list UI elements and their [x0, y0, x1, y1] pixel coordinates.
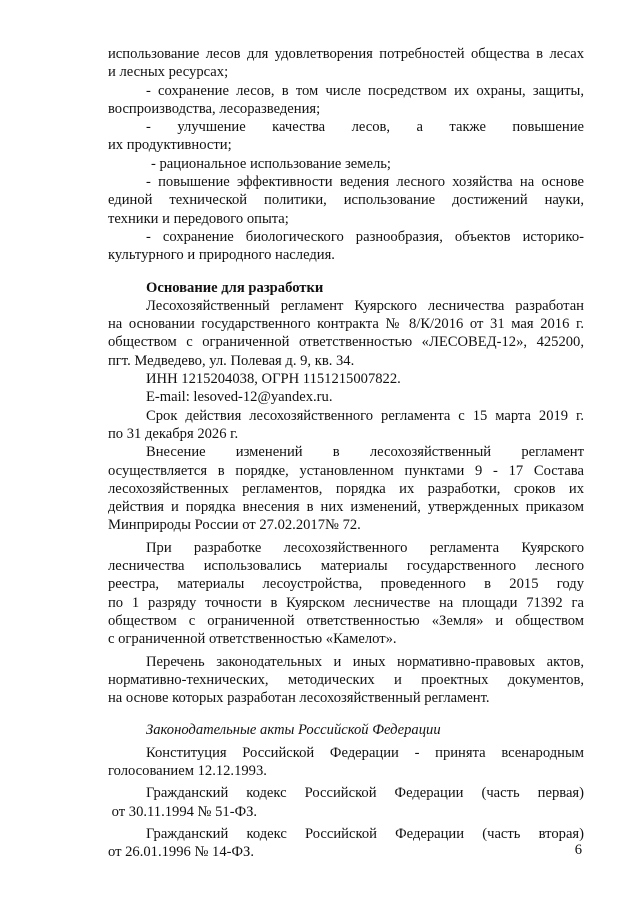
- body-line: от 26.01.1996 № 14-ФЗ.: [108, 844, 254, 861]
- body-line: ИНН 1215204038, ОГРН 1151215007822.: [146, 371, 401, 388]
- body-line: действия и порядка внесения в них изменений, утвержденных приказом: [108, 499, 584, 516]
- body-line: пгт. Медведево, ул. Полевая д. 9, кв. 34.: [108, 352, 355, 369]
- document-page: [108, 45, 584, 861]
- body-line: культурного и природного наследия.: [108, 247, 335, 264]
- body-line: использование лесов для удовлетворения потребностей общества в лесах: [108, 46, 584, 62]
- body-line: воспроизводства, лесоразведения;: [108, 100, 321, 117]
- body-line: осуществляется в порядке, установленном пунктами 9 - 17 Состава: [108, 462, 584, 479]
- body-line: Гражданский кодекс Российской Федерации (часть первая): [146, 785, 584, 802]
- email-line: E-mail: lesoved-12@yandex.ru.: [146, 389, 333, 406]
- body-line: Минприроды России от 27.02.2017№ 72.: [108, 517, 361, 534]
- body-line: При разработке лесохозяйственного регламента Куярского: [146, 539, 584, 556]
- list-item: - рациональное использование земель;: [151, 155, 391, 172]
- body-line: по 31 декабря 2026 г.: [108, 425, 239, 442]
- body-line: голосованием 12.12.1993.: [108, 762, 267, 779]
- page-number: 6: [574, 842, 582, 858]
- list-item: - улучшение качества лесов, а также повышение: [146, 119, 584, 136]
- section-heading: Законодательные акты Российской Федерации: [146, 722, 441, 739]
- section-heading: Основание для разработки: [146, 279, 324, 296]
- body-line: по 1 разряду точности в Куярском лесничестве на площади 71392 га: [108, 594, 584, 611]
- body-line: и лесных ресурсах;: [108, 64, 229, 81]
- list-item: - повышение эффективности ведения лесного хозяйства на основе: [146, 174, 584, 191]
- list-item: - сохранение биологического разнообразия, объектов историко-: [146, 228, 584, 245]
- body-line: Конституция Российской Федерации - принята всенародным: [146, 744, 584, 761]
- body-line: обществом с ограниченной ответственностью «ЛЕСОВЕД-12», 425200,: [108, 334, 584, 351]
- body-line: Перечень законодательных и иных нормативно-правовых актов,: [146, 653, 584, 670]
- body-line: лесохозяйственных регламентов, порядка их разработки, сроков их: [108, 480, 584, 497]
- body-line: Гражданский кодекс Российской Федерации (часть вторая): [146, 825, 584, 842]
- body-line: единой технической политики, использование достижений науки,: [108, 192, 584, 209]
- body-line: нормативно-технических, методических и проектных документов,: [108, 671, 584, 688]
- list-item: - сохранение лесов, в том числе посредством их охраны, защиты,: [146, 82, 584, 99]
- body-line: Внесение изменений в лесохозяйственный регламент: [146, 444, 584, 461]
- body-line: с ограниченной ответственностью «Камелот».: [108, 631, 397, 648]
- body-line: от 30.11.1994 № 51-ФЗ.: [108, 803, 258, 820]
- body-line: на основании государственного контракта № 8/К/2016 от 31 мая 2016 г.: [108, 316, 584, 333]
- body-line: техники и передового опыта;: [108, 210, 289, 227]
- body-line: их продуктивности;: [108, 137, 232, 154]
- body-line: Срок действия лесохозяйственного регламента с 15 марта 2019 г.: [146, 407, 584, 424]
- body-line: лесничества использовались материалы государственного лесного: [108, 558, 584, 575]
- body-line: реестра, материалы лесоустройства, проведенного в 2015 году: [108, 576, 584, 593]
- body-line: на основе которых разработан лесохозяйственный регламент.: [108, 690, 490, 707]
- body-line: обществом с ограниченной ответственностью «Земля» и обществом: [108, 612, 584, 629]
- body-line: Лесохозяйственный регламент Куярского лесничества разработан: [146, 297, 584, 314]
